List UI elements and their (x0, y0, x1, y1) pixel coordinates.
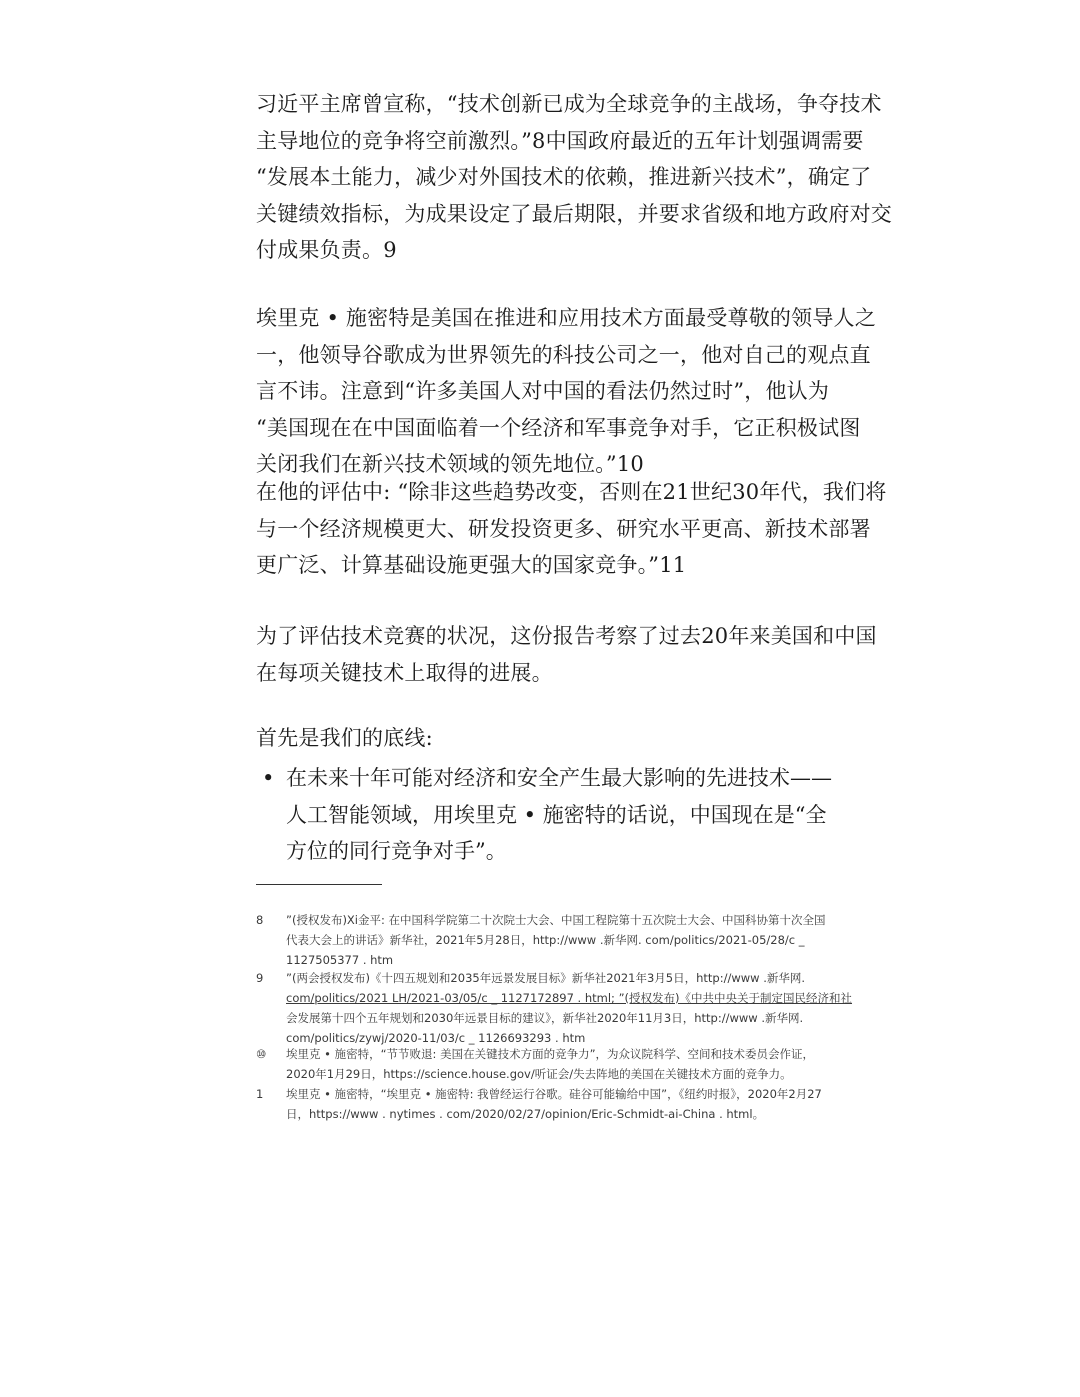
footnote-line: 埃里克 • 施密特，“节节败退: 美国在关键技术方面的竞争力”，为众议院科学、空间和技术委员会作证， (286, 1047, 815, 1061)
paragraph-report-scope (256, 618, 916, 691)
footnote-line: com/politics/2021 LH/2021-03/05/c _ 1127172897 . html; ”(授权发布)《中共中央关于制定国民经济和社 (286, 991, 853, 1005)
paragraph-line: 首先是我们的底线: (256, 726, 433, 750)
footnote-line: ”(两会授权发布)《十四五规划和2035年远景发展目标》新华社2021年3月5日，http://www .新华网. (286, 971, 806, 985)
paragraph-line: 一，他领导谷歌成为世界领先的科技公司之一，他对自己的观点直 (256, 342, 871, 367)
footnote-number: 8 (256, 913, 264, 927)
footnote-line: ”(授权发布)Xi金平: 在中国科学院第二十次院士大会、中国工程院第十五次院士大会、中国科协第十次全国 (286, 913, 826, 927)
footnote-line: com/politics/zywj/2020-11/03/c _ 1126693293 . htm (286, 1031, 586, 1045)
bullet-marker: • (262, 766, 275, 790)
footnote-number: 9 (256, 971, 264, 985)
bullet-line: 人工智能领域，用埃里克 • 施密特的话说，中国现在是“全 (286, 802, 827, 827)
paragraph-bottom-line (256, 720, 916, 757)
footnote-line: 1127505377 . htm (286, 953, 394, 967)
paragraph-line: 主导地位的竞争将空前激烈。”8中国政府最近的五年计划强调需要 (256, 128, 864, 153)
footnote-line: 埃里克 • 施密特，“埃里克 • 施密特: 我曾经运行谷歌。硅谷可能输给中国”，《纽约时报》，2020年2月27 (286, 1087, 822, 1101)
footnote-text (286, 968, 898, 1048)
paragraph-line: 在每项关键技术上取得的进展。 (256, 660, 553, 685)
footnote-text (286, 1084, 898, 1124)
footnote-divider (256, 884, 382, 885)
bullet-text (286, 760, 832, 870)
footnote-line: 会发展第十四个五年规划和2030年远景目标的建议》，新华社2020年11月3日，http://www .新华网. (286, 1011, 804, 1025)
footnote-line: 日，https://www . nytimes . com/2020/02/27/opinion/Eric-Schmidt-ai-China . html。 (286, 1107, 765, 1121)
paragraph-line: 为了评估技术竞赛的状况，这份报告考察了过去20年来美国和中国 (256, 624, 877, 648)
paragraph-line: “发展本土能力，减少对外国技术的依赖，推进新兴技术”，确定了 (256, 165, 872, 189)
paragraph-line: 更广泛、计算基础设施更强大的国家竞争。”11 (256, 553, 687, 577)
footnote-number: ⑩ (256, 1047, 267, 1061)
paragraph-schmidt-intro (256, 300, 916, 483)
paragraph-xi-quote (256, 86, 916, 269)
footnote-text (286, 910, 898, 970)
paragraph-line: 付成果负责。9 (256, 238, 397, 262)
footnote-text (286, 1044, 898, 1084)
paragraph-line: 埃里克 • 施密特是美国在推进和应用技术方面最受尊敬的领导人之 (256, 306, 876, 330)
paragraph-line: 关闭我们在新兴技术领域的领先地位。”10 (256, 452, 644, 476)
bullet-line: 在未来十年可能对经济和安全产生最大影响的先进技术—— (286, 766, 832, 790)
paragraph-line: 与一个经济规模更大、研发投资更多、研究水平更高、新技术部署 (256, 516, 871, 541)
paragraph-line: 言不讳。注意到“许多美国人对中国的看法仍然过时”，他认为 (256, 379, 830, 403)
footnote-number: 1 (256, 1087, 264, 1101)
paragraph-line: 关键绩效指标，为成果设定了最后期限，并要求省级和地方政府对交 (256, 201, 892, 226)
paragraph-line: 习近平主席曾宣称，“技术创新已成为全球竞争的主战场，争夺技术 (256, 92, 882, 116)
paragraph-assessment (256, 474, 916, 584)
paragraph-line: “美国现在在中国面临着一个经济和军事竞争对手，它正积极试图 (256, 415, 861, 440)
bullet-line: 方位的同行竞争对手”。 (286, 839, 507, 863)
paragraph-line: 在他的评估中: “除非这些趋势改变，否则在21世纪30年代，我们将 (256, 480, 887, 504)
footnote-line: 2020年1月29日，https://science.house.gov/听证会/失去阵地的美国在关键技术方面的竞争力。 (286, 1067, 792, 1081)
footnote-line: 代表大会上的讲话》新华社，2021年5月28日，http://www .新华网. com/politics/2021-05/28/c _ (286, 933, 805, 947)
